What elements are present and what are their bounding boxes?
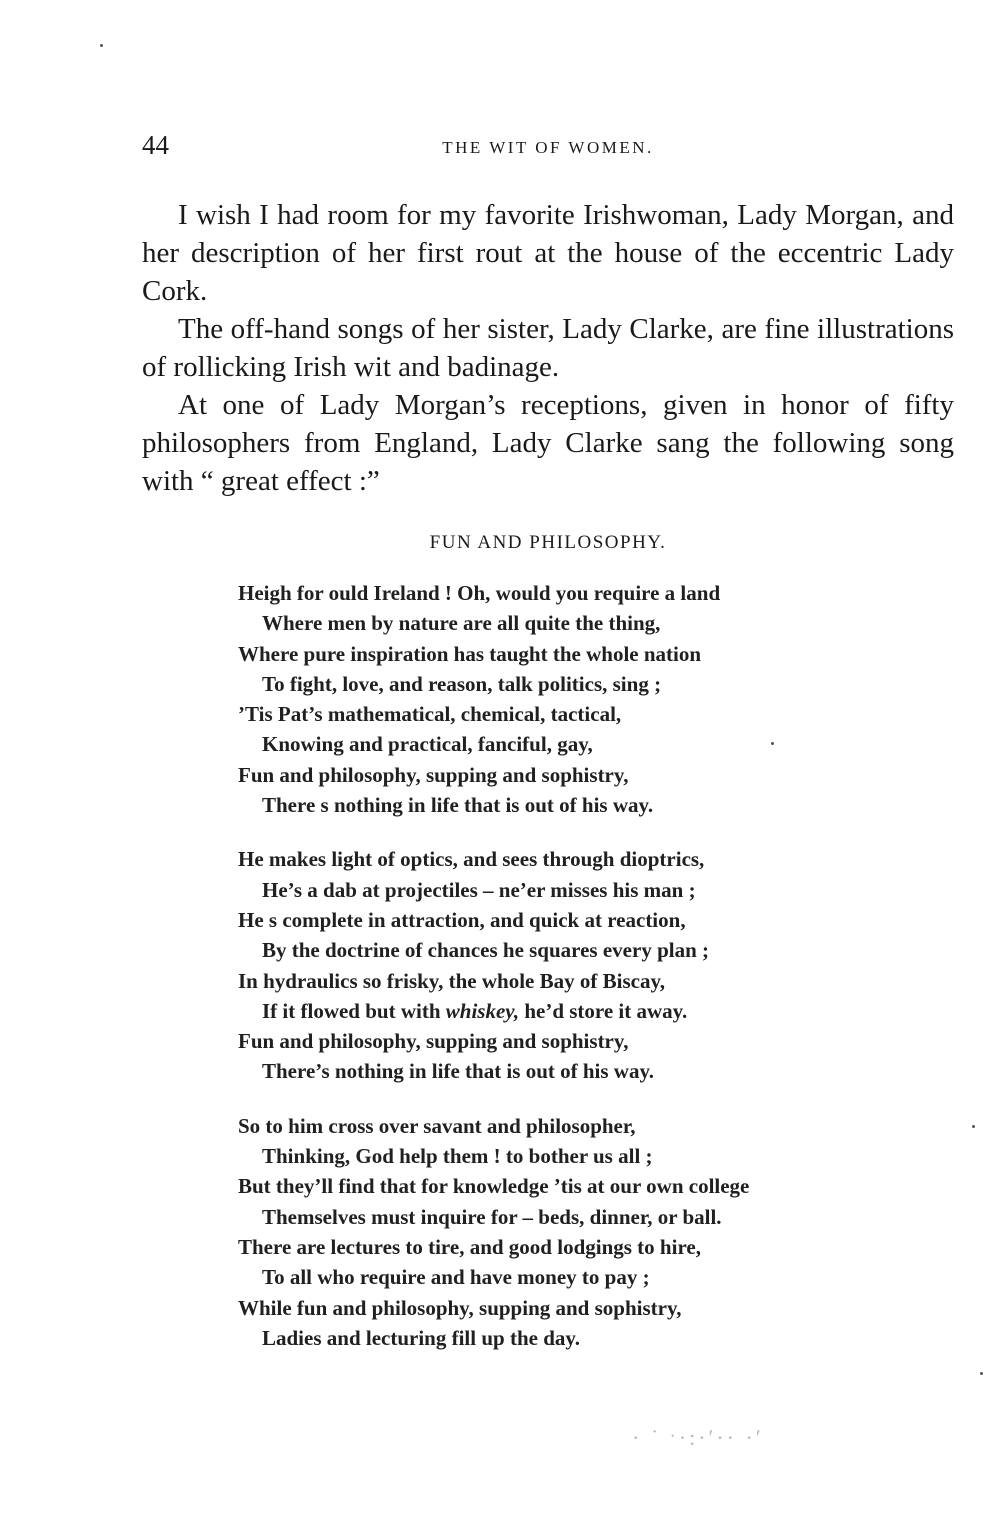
poem-line: Fun and philosophy, supping and sophistry, xyxy=(238,762,629,787)
poem-line: Fun and philosophy, supping and sophistry, xyxy=(238,1029,629,1054)
poem-line: So to him cross over savant and philosopher, xyxy=(238,1113,636,1138)
poem-line: Ladies and lecturing fill up the day. xyxy=(262,1325,580,1350)
scan-speck xyxy=(972,1125,975,1128)
poem-line: In hydraulics so frisky, the whole Bay of Biscay, xyxy=(238,968,666,993)
poem-line: There are lectures to tire, and good lodgings to hire, xyxy=(238,1234,701,1259)
page-number: 44 xyxy=(142,130,169,160)
poem-line: While fun and philosophy, supping and sophistry, xyxy=(238,1295,682,1320)
poem-line: There s nothing in life that is out of his way. xyxy=(262,793,654,818)
scan-speck xyxy=(771,742,774,745)
stanza-3 xyxy=(238,1111,938,1353)
poem-line: To fight, love, and reason, talk politics, sing ; xyxy=(262,671,662,696)
poem-line: Knowing and practical, fanciful, gay, xyxy=(262,732,593,757)
scan-speck xyxy=(980,1372,983,1375)
poem-title: FUN AND PHILOSOPHY. xyxy=(429,532,667,553)
scan-smudge: · ˙ ˑ·:·ʹ·· ·ʹ xyxy=(632,1425,764,1450)
italic-word: whiskey, xyxy=(445,998,520,1023)
paragraph: At one of Lady Morgan’s receptions, given in honor of fifty philosophers from England, Lady Clarke sang the following song with “ great effect :” xyxy=(142,389,954,497)
poem-line: Themselves must inquire for – beds, dinner, or ball. xyxy=(262,1204,722,1229)
line-segment: If it flowed but with xyxy=(262,998,446,1023)
running-title: THE WIT OF WOMEN. xyxy=(442,138,654,157)
poem-line: Thinking, God help them ! to bother us all ; xyxy=(262,1144,653,1169)
line-segment: he’d store it away. xyxy=(519,998,688,1023)
poem-line: He s complete in attraction, and quick at reaction, xyxy=(238,907,686,932)
poem-line: By the doctrine of chances he squares every plan ; xyxy=(262,938,709,963)
poem-line: Where men by nature are all quite the thing, xyxy=(262,611,661,636)
poem xyxy=(238,578,938,1377)
scan-speck xyxy=(100,44,103,47)
poem-line: He makes light of optics, and sees through dioptrics, xyxy=(238,847,705,872)
poem-line xyxy=(238,996,938,1026)
poem-line: ’Tis Pat’s mathematical, chemical, tactical, xyxy=(238,702,622,727)
poem-line: There’s nothing in life that is out of his way. xyxy=(262,1059,655,1084)
page-header xyxy=(142,130,954,170)
stanza-1 xyxy=(238,578,938,820)
poem-line: He’s a dab at projectiles – ne’er misses his man ; xyxy=(262,877,696,902)
poem-line: Heigh for ould Ireland ! Oh, would you require a land xyxy=(238,581,721,605)
poem-line: To all who require and have money to pay ; xyxy=(262,1265,650,1290)
paragraph: I wish I had room for my favorite Irishwoman, Lady Morgan, and her description of her first rout at the house of the eccentric Lady Cork. xyxy=(142,199,954,307)
poem-line: But they’ll find that for knowledge ’tis at our own college xyxy=(238,1174,750,1199)
poem-line: Where pure inspiration has taught the whole nation xyxy=(238,641,702,666)
prose-body xyxy=(142,196,954,500)
paragraph: The off-hand songs of her sister, Lady Clarke, are fine illustrations of rollicking Irish wit and badinage. xyxy=(142,313,954,383)
stanza-2 xyxy=(238,844,938,1086)
